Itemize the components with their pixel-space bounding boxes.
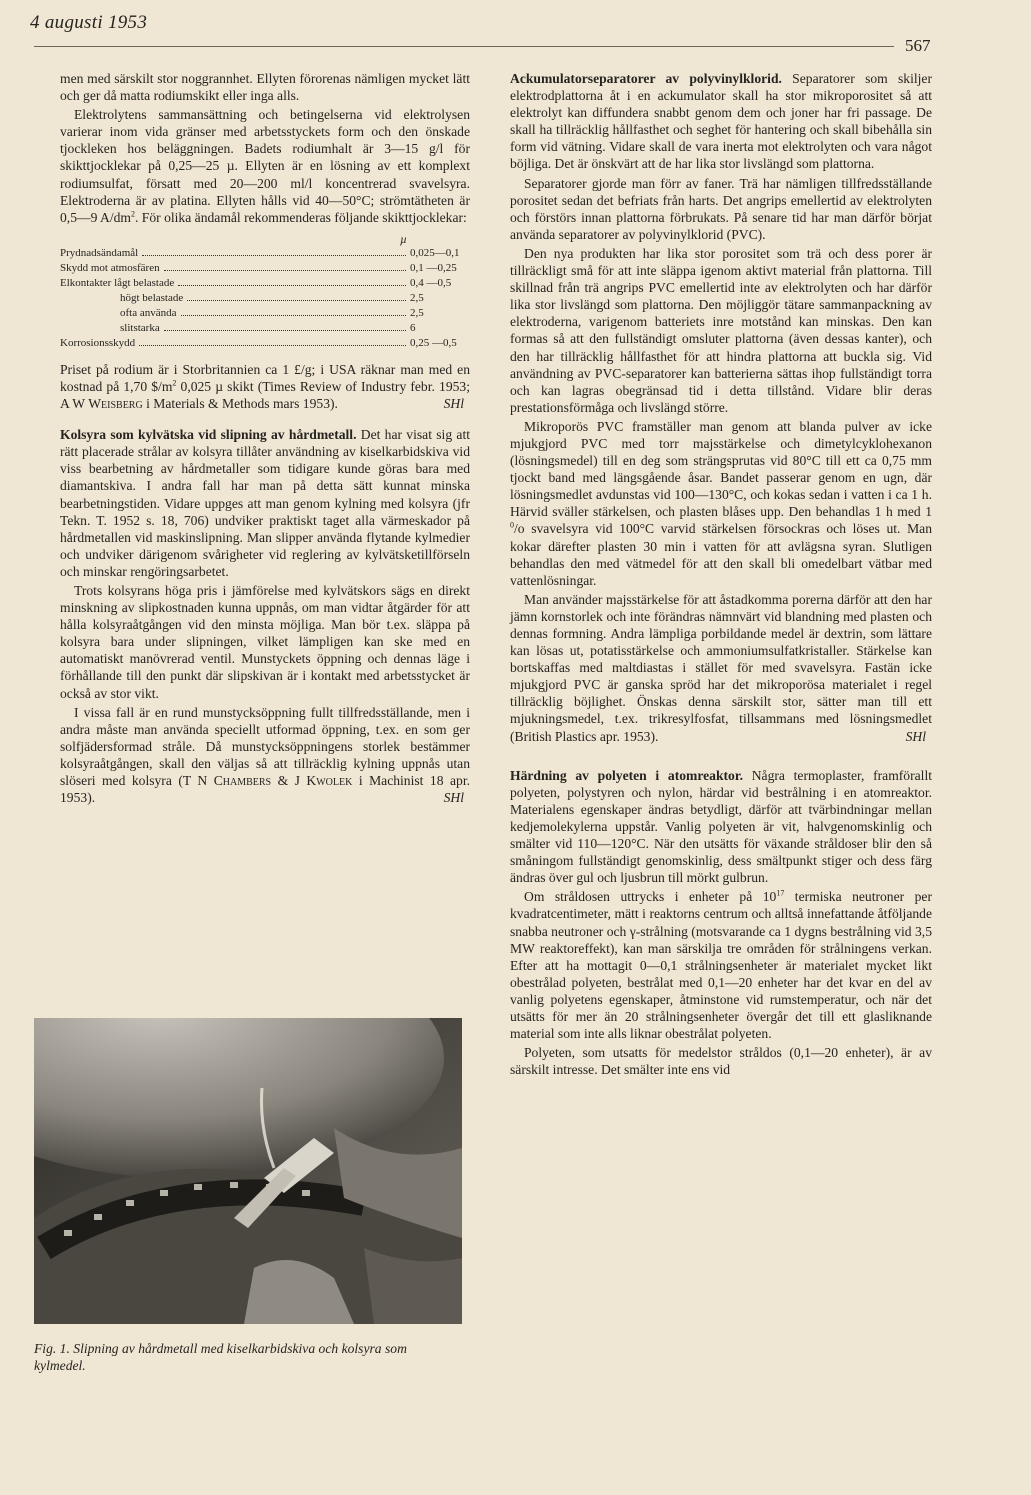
row-value: 0,025—0,1 [410,246,460,259]
text: I vissa fall är en rund munstycksöppning fullt tillfredsställande, men i andra måste man använda speciellt utformad öppning, t.ex. en som ger solfjädersformad stråle. Då munstycksöppningens storlek bestämmer kolsyraåtgången, skall den väljas så att tillräcklig kylning uppnås utan slöseri med kolsyra (T N [60,704,470,788]
article-heading: Ackumulatorseparatorer av polyvinylklorid. [510,71,782,86]
text: /o svavelsyra vid 100°C varvid stärkelsen försockras och löses ut. Man kokar därefter plasten 30 min i vatten för att avlägsna syran. Slutligen behandlas den med vätmedel för att den skall bli omedelbart vätbar med vattenlösningar. [510,521,932,588]
leader-dots [181,315,407,316]
article-paragraph [510,70,932,173]
table-row [60,321,470,336]
author-name: Kwolek [306,773,353,788]
author-name: Weisberg [88,396,143,412]
signature: SHl [905,728,926,744]
table-row [60,246,470,261]
paragraph [510,418,932,589]
paragraph: Den nya produkten har lika stor porositet som trä och dess porer är tillräckligt små för att inte släppa igenom aktivt material från plattorna. Till skillnad från trä angrips PVC emellertid inte av elektrolyten och har därför lika stor livslängd som plattorna. Den möjliggör tätare sammanpackning av elektroderna, varigenom batteriets inre motstånd kan minskas. Den kan formas så att den fullständigt omsluter plattorna (även dessas kanter), och den har tillräcklig hållfasthet för att hindra plattorna att buckla sig. Vid användning av PVC-separatorer kan batterierna sättas ihop fullständigt torra och kan lagras obegränsad tid i detta tillstånd. Vidare blir deras prestationsförmåga och livslängd större. [510,245,932,415]
page-number: 567 [905,36,931,55]
row-label: Korrosionsskydd [60,336,136,349]
superscript: 2 [131,209,135,219]
row-label: Prydnadsändamål [60,246,139,259]
text: Om stråldosen uttrycks i enheter på 10 [524,889,777,905]
row-value: 0,4 —0,5 [410,276,452,289]
signature: SHl [443,396,464,412]
row-label: slitstarka [120,321,160,334]
header-rule [34,46,894,47]
row-value: 2,5 [410,291,424,304]
row-label: högt belastade [120,291,184,304]
left-column [60,70,470,808]
text: i Materials & Methods mars 1953). [142,396,338,412]
text: Mikroporös PVC framställer man genom att blanda pulver av icke mjukgjord PVC med torr majsstärkelse och dimetylcyklohexanon (lösningsmedel) till en deg som strängsprutas vid 80°C till ett ca 0,75 mm tjockt band med längsgående åsar. Bandet passerar genom en ugn, där lösningsmedlet avdunstas vid 100—130°C, och kokas sedan i vatten i ca 1 h. Härvid sväller stärkelsen, och plasten blåses upp. Den behandlas 1 h med 1 [510,418,932,520]
paragraph [60,704,470,807]
paragraph: Separatorer gjorde man förr av faner. Trä har nämligen tillfredsställande porositet sedan det befriats från harts. Det angrips emellertid av elektrolyten och förstörs innan plattorna förbrukats. På senare tid har man därför börjat använda separatorer av polyvinylklorid (PVC). [510,175,932,242]
paragraph [60,361,470,412]
leader-dots [164,330,406,331]
text: Det har visat sig att rätt placerade strålar av kolsyra tillåter användning av kiselkarbidskiva vid viss bearbetning av hårdmetaller som tidigare kunde göras bara med diamantskiva. I andra fall har man på detta sätt kunnat minska bearbetningstiden. Vidare uppges att man genom kylning med kolsyra (jfr Tekn. T. 1952 s. 18, 706) undviker praktiskt taget alla värmeskador på hårdmetallen vid maskinslipning. Man slipper använda flytande kylmedier och undviker därigenom svårigheter vid reglering av kylvätsketillförseln och minskar rengöringsarbetet. [60,427,470,579]
row-label: Skydd mot atmosfären [60,261,160,274]
leader-dots [139,345,406,346]
row-label: ofta använda [120,306,177,319]
text: Några termoplaster, framförallt polyeten, polystyren och nylon, härdar vid bestrålning i en atomreaktor. Materialens egenskaper ändras betydligt, därför att tvärbindningar mellan kedjemolekylerna uppstår. Vanlig polyeten är vit, halvgenomskinlig och smälter vid 110—120°C. När den utsätts för växande stråldoser blir den så småningom fullständigt genomskinlig, dess smältpunkt stiger och dess färg ändras över gul och ljusbrun till mörkt gulbrun. [510,767,932,886]
table-row [60,291,470,306]
row-value: 0,25 —0,5 [410,336,457,349]
superscript: 2 [172,378,177,388]
row-label: Elkontakter lågt belastade [60,276,175,289]
paragraph [510,591,932,745]
leader-dots [164,270,406,271]
paragraph: men med särskilt stor noggrannhet. Ellyten förorenas nämligen mycket lätt och ger då matta rodiumskikt eller inga alls. [60,71,470,104]
table-row [60,261,470,276]
paragraph: Polyeten, som utsatts för medelstor stråldos (0,1—20 enheter), är av särskilt intresse. Det smälter inte ens vid [510,1045,932,1078]
figure-caption: Fig. 1. Slipning av hårdmetall med kiselkarbidskiva och kolsyra som kylmedel. [34,1341,407,1373]
thickness-table [60,232,470,351]
text: Man använder majsstärkelse för att åstadkomma porerna därför att den har jämn kornstorlek och inte förändras nämnvärt vid blandning med plasten och dennas formning. Andra lämpliga porbildande medel är dextrin, som lättare kan lösas ut, potatisstärkelse och ammoniumsulfatkristaller. Stärkelse kan bortskaffas med maltdiastas i stället för med svavelsyra. Fastän icke mjukgjord PVC är ganska spröd har det mikroporösa materialet i regel tillräcklig böjlighet. Önskas denna särskilt stor, sätter man till ett mjukningsmedel, t.ex. trikresylfosfat, tillsammans med lösningsmedlet (British Plastics apr. 1953). [510,591,932,744]
table-unit: µ [400,231,407,246]
text: i Machinist 18 apr. 1953). [60,773,470,806]
text: . För olika ändamål rekommenderas följande skikttjocklekar: [135,209,467,225]
right-column [510,70,932,1080]
paragraph: Trots kolsyrans höga pris i jämförelse med kylvätskors sägs en direkt minskning av slipkostnaden kunna uppnås, om man vidtar åtgärder för att hålla kolsyraåtgången vid den minsta möjliga. Man bör t.ex. släppa på kolsyra bara under slipningen, vilket lämpligen kan ske med en automatiskt manövrerad ventil. Munstyckets öppning och dennas läge i förhållande till den punkt där slipskivan är i kontakt med arbetsstycket är också av stor vikt. [60,582,470,701]
grinding-photo [34,1018,462,1324]
signature: SHl [443,790,464,806]
text: Priset på rodium är i Storbritannien ca 1 £/g; i USA räknar man med en kostnad på 1,70 $/m [60,361,470,394]
row-value: 2,5 [410,306,424,319]
row-value: 6 [410,321,416,334]
leader-dots [178,285,406,286]
table-row [60,336,470,351]
spacer [510,747,932,767]
issue-date: 4 augusti 1953 [30,12,148,33]
author-name: Chambers [213,773,272,788]
superscript: 17 [776,888,785,898]
text: Elektrolytens sammansättning och betingelserna vid elektrolysen varierar inom vida gränser med arbetsstyckets form och den önskade tjockleken hos beläggningen. Badets rodiumhalt är 3—15 g/l för skikttjocklekar på 0,25—25 µ. Ellyten är en lösning av ett komplext rodiumsulfat, försatt med 20—200 ml/l koncentrerad svavelsyra. Elektroderna är av platina. Ellyten hålls vid 40—50°C; strömtätheten är 0,5—9 A/dm [60,107,470,225]
text: 0,025 µ skikt (Times Review of Industry febr. 1953; A W [60,378,470,412]
leader-dots [142,255,406,256]
figure-photo [34,1018,462,1324]
article-paragraph [510,767,932,887]
superscript: 0 [510,520,514,530]
article-heading: Kolsyra som kylvätska vid slipning av hårdmetall. [60,427,357,443]
leader-dots [187,300,406,301]
row-value: 0,1 —0,25 [410,261,457,274]
paragraph [60,106,470,226]
paragraph [510,888,932,1042]
table-row [60,276,470,291]
text: Separatorer som skiljer elektrodplattorna åt i en ackumulator skall ha stor mikroporositet så att elektrolyt kan diffundera snabbt genom dem och joner har fri passage. De skall ha tillräcklig hållfasthet och seghet för hantering och skall bibehålla sin form vid vätning. Vidare skall de vara inerta mot elektrolyten och vara något böjliga. Det är önskvärt att de har lika stor livslängd som plattorna. [510,71,932,172]
text: & J [271,773,307,788]
spacer [60,414,470,426]
article-paragraph [60,426,470,580]
table-row [60,306,470,321]
article-heading: Härdning av polyeten i atomreaktor. [510,767,744,783]
text: termiska neutroner per kvadratcentimeter, mätt i reaktorns centrum och alltså innefattande åtföljande snabba neutroner och γ-strålning (motsvarande ca 1 dygns bestrålning vid 3,5 MW reaktoreffekt), kan man särskilja tre områden för strålningens verkan. Efter att ha mottagit 0—0,1 strålningsenheter är materialet mycket likt obestrålad polyeten, bestrålat med 0,1—20 enheter har det kvar en del av vanlig polyetens egenskaper, åtminstone vid rumstemperatur, och när det utsätts för mer än 20 strålningsenheter övergår det till ett glasliknande material som inte alls liknar obestrålat polyeten. [510,889,932,1042]
